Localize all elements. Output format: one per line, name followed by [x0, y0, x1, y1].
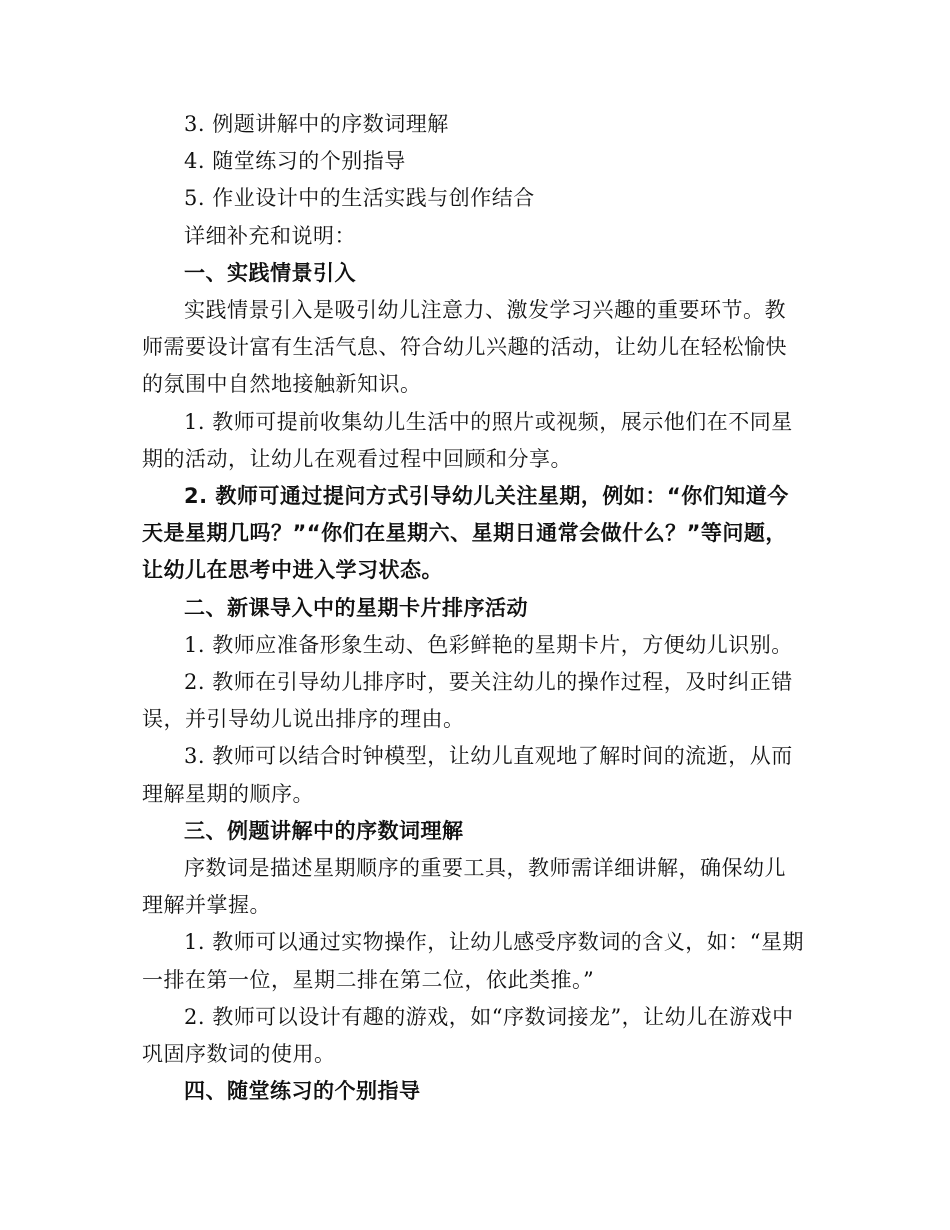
section-heading-4: 四、随堂练习的个别指导: [184, 1079, 421, 1104]
section-heading-3: 三、例题讲解中的序数词理解: [184, 818, 464, 843]
paragraph: 2. 教师在引导幼儿排序时，要关注幼儿的操作过程，及时纠正错误，并引导幼儿说出排序的理由。: [142, 670, 793, 732]
section-heading-2: 二、新课导入中的星期卡片排序活动: [184, 595, 528, 620]
paragraph: 2. 教师可以设计有趣的游戏，如“序数词接龙”，让幼儿在游戏中巩固序数词的使用。: [142, 1004, 794, 1067]
paragraph: 实践情景引入是吸引幼儿注意力、激发学习兴趣的重要环节。教师需要设计富有生活气息、符合幼儿兴趣的活动，让幼儿在轻松愉快的氛围中自然地接触新知识。: [142, 298, 787, 397]
document-body: [142, 106, 806, 1110]
details-label: 详细补充和说明：: [184, 223, 356, 248]
paragraph: 1. 教师应准备形象生动、色彩鲜艳的星期卡片，方便幼儿识别。: [184, 632, 793, 657]
paragraph: 1. 教师可以通过实物操作，让幼儿感受序数词的含义，如：“星期一排在第一位，星期二排在第二位，依此类推。”: [142, 930, 804, 992]
section-heading-1: 一、实践情景引入: [184, 260, 356, 285]
paragraph: 1. 教师可提前收集幼儿生活中的照片或视频，展示他们在不同星期的活动，让幼儿在观看过程中回顾和分享。: [142, 409, 793, 471]
list-item: 5. 作业设计中的生活实践与创作结合: [184, 186, 535, 211]
paragraph: 3. 教师可以结合时钟模型，让幼儿直观地了解时间的流逝，从而理解星期的顺序。: [142, 744, 793, 806]
paragraph-bold: 2. 教师可通过提问方式引导幼儿关注星期，例如：“你们知道今天是星期几吗？”“你们在星期六、星期日通常会做什么？”等问题，让幼儿在思考中进入学习状态。: [142, 484, 789, 583]
paragraph: 序数词是描述星期顺序的重要工具，教师需详细讲解，确保幼儿理解并掌握。: [142, 856, 786, 918]
list-item: 3. 例题讲解中的序数词理解: [184, 112, 449, 136]
list-item: 4. 随堂练习的个别指导: [184, 149, 406, 174]
